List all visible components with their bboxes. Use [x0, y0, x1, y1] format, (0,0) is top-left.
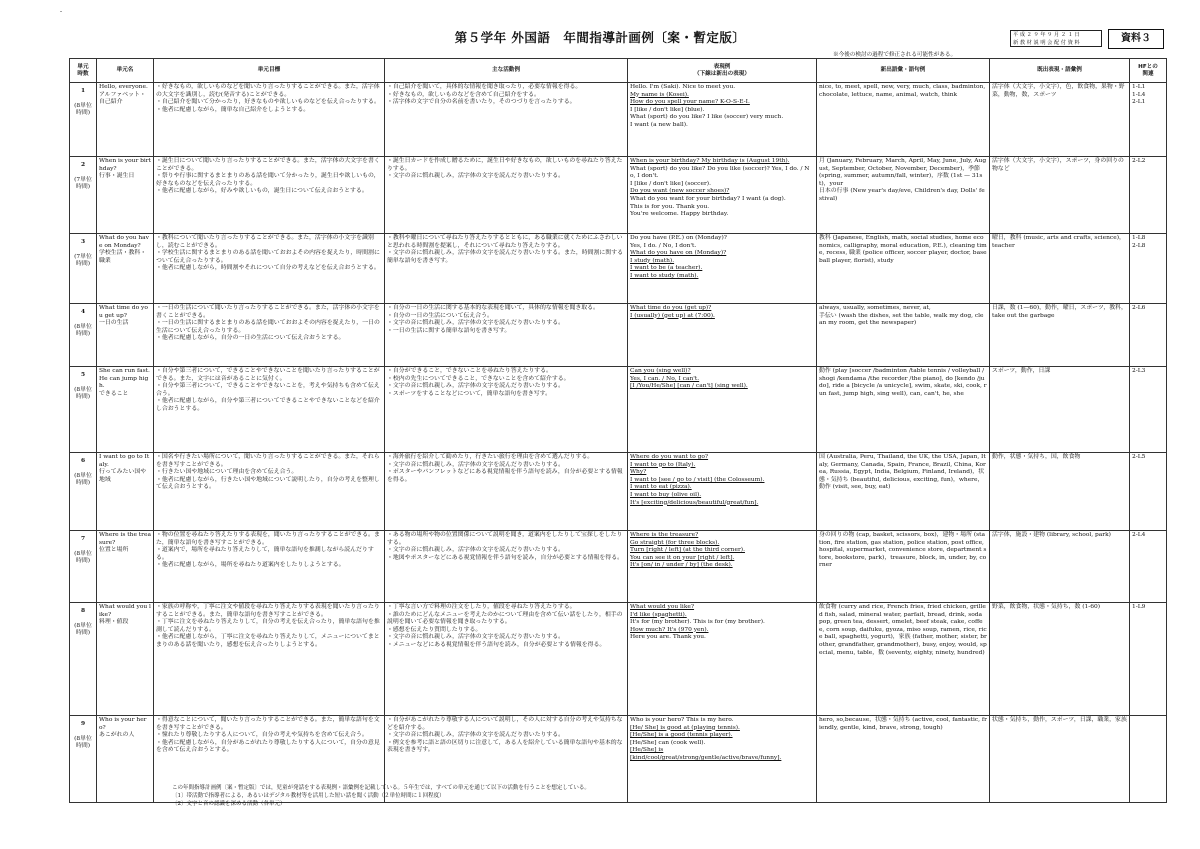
activities-cell [385, 83, 628, 157]
unit-name-en: Hello, everyone. [99, 84, 148, 90]
hf-cell [1130, 234, 1167, 304]
hf-lessons: 1-L1 1-L4 2-L1 [1132, 84, 1146, 106]
expression-item: Can you (sing well)? [630, 368, 691, 374]
new-words-cell [817, 157, 990, 234]
expression-item: What do you have on (Monday)? [630, 250, 727, 257]
expression-item: I (usually) (get up) at (7:00). [630, 312, 715, 319]
unit-name-cell [97, 157, 154, 234]
unit-row [70, 453, 1167, 531]
hf-cell [1130, 716, 1167, 803]
new-words-cell [817, 716, 990, 803]
known-words-text: 活字体（大文字，小文字），色，飲食物，果物・野菜，動物，数，スポーツ [992, 84, 1125, 98]
footer-line: 〔1〕帯活動で指導者による，あるいはデジタル教材等を活用した短い話を聞く活動（２単位時間に１回程度） [172, 793, 445, 800]
unit-row [70, 234, 1167, 304]
header-expressions: 表現例 （下線は新出の表現） [628, 59, 817, 83]
expression-item: It's [exciting/delicious/beautiful/great/fun]. [630, 499, 759, 506]
new-words-cell [817, 234, 990, 304]
activity-item: ・文字の音に慣れ親しみ，活字体の文字を読んだり書いたりする。 [387, 320, 565, 327]
expression-item: [He/She] is [630, 747, 664, 754]
activity-item: ・誰のためにどんなメニューを考えたのかについて理由を含めて伝い話をしたり，相手の説明を聞いて必要な情報を聞き取ったりする。 [387, 611, 623, 626]
goal-item: ・好きなもの，欲しいものなどを聞いたり言ったりすることができる。また，活字体の大文字を識別し，読む(発音する)ことができる。 [156, 84, 380, 98]
expression-item: [kind/cool/great/strong/gentle/active/brave/funny]. [630, 754, 782, 761]
goal-item: ・他者に配慮しながら，自分や第三者についてできることやできないことなどを紹介し合おうとする。 [156, 398, 380, 412]
new-words-text: 国 (Australia, Peru, Thailand, the UK, the USA, Japan, Italy, Germany, Canada, Spain, France, Brazil, China, Korea, Russia, Egypt, India, Belgium, Finland, Ireland)，状態・気持ち (beautiful, delicious, exciting, fun)，where，動作 (visit, see, buy, eat) [819, 454, 986, 491]
known-words-cell [990, 157, 1130, 234]
goal-item: ・自分や第三者について，できることやできないことを聞いたり言ったりすることができる。また，文字には音があることに気付く。 [156, 368, 380, 382]
hf-cell [1130, 603, 1167, 716]
unit-name-en: I want to go to Italy. [99, 454, 150, 468]
known-words-text: 活字体，施設・建物 (library, school, park) [992, 532, 1111, 538]
unit-hours: (8単位 時間) [74, 622, 92, 637]
unit-name-cell [97, 716, 154, 803]
goal-item: ・他者に配慮しながら，行きたい国や地域について説明したり，自分の考えを整理して伝え合おうとする。 [156, 476, 380, 491]
goal-item: ・教科について聞いたり言ったりすることができる。また，活字体の小文字を識別し，読むことができる。 [156, 235, 374, 249]
distribution-line: 新 教 材 説 明 会 配 付 資 料 [1013, 39, 1080, 46]
known-words-cell [990, 603, 1130, 716]
unit-name-cell [97, 603, 154, 716]
expressions-cell [628, 367, 817, 453]
header-new-words: 新出語彙・語句例 [817, 59, 990, 83]
expressions-cell [628, 716, 817, 803]
known-words-cell [990, 367, 1130, 453]
goals-cell [154, 83, 385, 157]
unit-number: 9 [80, 720, 86, 727]
unit-row [70, 603, 1167, 716]
activity-item: ・教科や曜日について尋ねたり答えたりするとともに，ある職業に就くためにふさわしいと思われる時間割を提案し，それについて尋ねたり答えたりする。 [387, 235, 623, 249]
page-title: 第５学年 外国語 年間指導計画例〔案・暫定版〕 [454, 30, 746, 45]
expression-item: Yes, I do. / No, I don't. [630, 242, 697, 249]
new-words-text: 身の回りの物 (cap, basket, scissors, box)，建物・場所 (station, fire station, gas station, police station, post office, hospital, supermarket, convenience store, department store, bookstore, park)，treasure, block, in, under, by, corner [819, 532, 987, 569]
activities-cell [385, 367, 628, 453]
activity-item: ・地図やポスターなどにある視覚情報を伴う語句を読み，自分が必要とする情報を得る。 [387, 554, 623, 561]
hf-cell [1130, 304, 1167, 367]
unit-hours: (7単位 時間) [74, 253, 92, 268]
unit-name-cell [97, 304, 154, 367]
goals-cell [154, 453, 385, 531]
expression-item: What (sport) do you like? Do you like (soccer)? Yes, I do. / No, I don't. [630, 165, 810, 180]
goals-cell [154, 157, 385, 234]
expression-item: I want to study (math). [630, 272, 699, 279]
expressions-cell [628, 157, 817, 234]
goal-item: ・誕生日について聞いたり言ったりすることができる。また，活字体の大文字を書くことができる。 [156, 158, 380, 172]
expression-item: I want to [see / go to / visit] (the Colosseum). [630, 476, 765, 483]
goal-item: ・学校生活に関するまとまりのある話を聞いておおよその内容を捉えたり，時間割について伝え合ったりする。 [156, 250, 380, 264]
hf-cell [1130, 453, 1167, 531]
unit-number-cell [70, 234, 97, 304]
activity-item: ・活字体の文字で自分の名前を書いたり，そのつづりを言ったりする。 [387, 99, 576, 106]
hf-cell [1130, 157, 1167, 234]
goal-item: ・丁寧に注文を尋ねたり答えたりして，自分の考えを伝え合ったり，簡単な語句を推測して読んだりする。 [156, 619, 380, 633]
expression-item: Yes, I can. / No, I can't. [630, 375, 700, 382]
unit-name-en: When is your birthday? [99, 158, 151, 172]
activity-item: ・校内の先生についてできること，できないことを含めて紹介する。 [387, 375, 570, 382]
unit-name-ja: アルファベット・自己紹介 [99, 91, 146, 106]
known-words-cell [990, 531, 1130, 603]
activity-item: ・文字の音に慣れ親しみ，活字体の文字を読んだり書いたりする。 [387, 173, 565, 180]
unit-number: 3 [80, 238, 86, 245]
activity-item: ・ポスターやパンフレットなどにある視覚情報を伴う語句を読み，自分が必要とする情報を得る。 [387, 469, 623, 483]
goals-cell [154, 367, 385, 453]
hf-lessons: 1-L8 2-L8 [1132, 235, 1146, 249]
expression-item: Who is your hero? This is my hero. [630, 717, 734, 723]
expressions-cell [628, 234, 817, 304]
expressions-cell [628, 453, 817, 531]
expression-item: My name is (Kosei). [630, 91, 689, 98]
unit-number: 7 [80, 535, 86, 542]
goal-item: ・得意なことについて，聞いたり言ったりすることができる。また，簡単な語句を文を書き写すことができる。 [156, 717, 380, 731]
goals-cell [154, 531, 385, 603]
activity-item: ・ある物の場所や物の位置関係について説明を聞き，道案内をしたりして宝探しをしたりする。 [387, 532, 623, 546]
hf-lessons: 1-L9 [1132, 604, 1146, 610]
unit-row [70, 83, 1167, 157]
goal-item: ・家族の呼称や，丁寧に注文や値段を尋ねたり答えたりする表現を聞いたり言ったりすることができる。また，簡単な語句を書き写すことができる。 [156, 604, 380, 618]
goals-cell [154, 304, 385, 367]
known-words-text: スポーツ，動作，日課 [992, 368, 1051, 374]
new-words-text: 教科 (Japanese, English, math, social studies, home economics, calligraphy, moral education, P.E.), cleaning time, recess, 職業 (police officer, soccer player, doctor, baseball player, florist), study [819, 235, 987, 264]
known-words-text: 活字体（大文字，小文字），スポーツ，身の回りの物など [992, 158, 1124, 172]
goal-item: ・憧れたり尊敬したりする人について，自分の考えや気持ちを含めて伝え合う。 [156, 732, 368, 739]
activity-item: ・文字の音に慣れ親しみ，活字体の文字を読んだり書いたりする。 [387, 383, 565, 390]
hf-lessons: 2-L6 [1132, 305, 1146, 311]
unit-number: 8 [80, 607, 86, 614]
goal-item: ・祭りや行事に関するまとまりのある話を聞いて分かったり，誕生日や欲しいもの，好きなものなどを伝え合ったりする。 [156, 173, 380, 187]
footer-line: 〔2〕文字と音の認識を深める活動（各単元） [172, 801, 286, 808]
activity-item: ・自己紹介を聞いて，具体的な情報を聞き取ったり，必要な情報を得る。 [387, 84, 582, 90]
known-words-cell [990, 234, 1130, 304]
known-words-cell [990, 304, 1130, 367]
known-words-text: 日課，数 (1—60)，動作，曜日，スポーツ，教科，take out the garbage [992, 305, 1127, 319]
header-unit-name: 単元名 [97, 59, 154, 83]
scan-mark: - [60, 8, 63, 15]
new-words-text: hero, so,because，状態・気持ち (active, cool, fantastic, friendly, gentle, kind, brave, strong, tough) [819, 717, 987, 731]
unit-number: 2 [80, 161, 86, 168]
expression-item: [I /You/He/She] [can / can't] (sing well). [630, 383, 748, 390]
expression-item: I study (math). [630, 257, 675, 264]
unit-hours: (8単位 時間) [74, 102, 92, 117]
known-words-cell [990, 453, 1130, 531]
unit-hours: (8単位 時間) [74, 735, 92, 750]
expression-item: You're welcome. Happy birthday. [630, 211, 729, 218]
activities-cell [385, 453, 628, 531]
expression-item: When is your birthday? My birthday is (August 19th). [630, 158, 790, 164]
goal-item: ・国名や行きたい場所について，聞いたり言ったりすることができる。また，それらを書き写すことができる。 [156, 454, 380, 468]
goal-item: ・行きたい国や地域について理由を含めて伝え合う。 [156, 469, 298, 476]
activity-item: ・文字の音に慣れ親しみ，活字体の文字を読んだり書いたりする。 [387, 634, 565, 641]
new-words-cell [817, 531, 990, 603]
activities-cell [385, 603, 628, 716]
goal-item: ・他者に配慮しながら，好みや欲しいもの，誕生日について伝え合おうとする。 [156, 188, 368, 195]
new-words-text: 月 (January, February, March, April, May, June, July, August, September, October, November, December)，季節 (spring, summer, autumn/fall, winter)，序数 (1st — 31st)，your 日本の行事 (New year's day/eve, Children's day, Dolls' festival) [819, 158, 987, 202]
activity-item: ・誕生日カードを作成し贈るために，誕生日や好きなもの，欲しいものを尋ねたり答えたりする。 [387, 158, 623, 172]
expression-item: Hello. I'm (Saki). Nice to meet you. [630, 84, 736, 90]
goal-item: ・他者に配慮しながら，簡単な自己紹介をしようとする。 [156, 106, 310, 113]
unit-name-ja: できること [99, 390, 129, 397]
unit-name-ja: 一日の生活 [99, 320, 129, 327]
hf-cell [1130, 367, 1167, 453]
unit-number: 4 [80, 308, 86, 315]
new-words-text: nice, to, meet, spell, new, very, much, class, badminton, chocolate, lettuce, name, animal, watch, think [819, 84, 986, 98]
new-words-cell [817, 453, 990, 531]
unit-number-cell [70, 716, 97, 803]
expression-item: What (sport) do you like? I like (soccer) very much. [630, 114, 784, 121]
unit-name-cell [97, 531, 154, 603]
new-words-cell [817, 367, 990, 453]
new-words-text: 動作 (play [soccer /badminton /table tennis / volleyball /shogi /kendama /the recorder /the piano], do [kendo /judo], ride a [bicycle /a unicycle], swim, skate, ski, cook, run fast, jump high, sing well), can, can't, he, she [819, 368, 987, 397]
document-badge: 資料３ [1108, 29, 1164, 49]
unit-number: 1 [80, 87, 86, 94]
unit-number: 5 [80, 371, 86, 378]
expression-item: It's for (my brother). This is for (my brother). [630, 619, 765, 626]
activity-item: ・好きなもの，欲しいものなどを含めて自己紹介をする。 [387, 91, 540, 98]
activity-item: ・海外旅行を紹介して勧めたり，行きたい旅行を理由を含めて選んだりする。 [387, 454, 594, 460]
goals-cell [154, 603, 385, 716]
known-words-text: 状態・気持ち，動作，スポーツ，日課，職業，家族 [992, 717, 1127, 723]
goal-item: ・他者に配慮しながら，自分があこがれたり尊敬したりする人について，自分の意見を含めて伝え合おうとする。 [156, 739, 380, 754]
activities-cell [385, 234, 628, 304]
known-words-cell [990, 716, 1130, 803]
expression-item: How do you spell your name? K-O-S-E-I. [630, 99, 750, 106]
new-words-cell [817, 304, 990, 367]
annual-plan-table [69, 58, 1167, 803]
expression-item: What do you want for your birthday? I want (a dog). [630, 195, 786, 202]
new-words-cell [817, 603, 990, 716]
unit-number-cell [70, 157, 97, 234]
expressions-cell [628, 531, 817, 603]
expression-item: Why? [630, 469, 647, 476]
revision-note: ※今後の検討の過程で修正される可能性がある。 [833, 52, 957, 58]
activity-item: ・例文を参考に語と語の区切りに注意して，ある人を紹介している簡単な語句や基本的な表現を書き写す。 [387, 739, 623, 754]
expression-item: I'd like (spaghetti). [630, 611, 687, 618]
activity-item: ・文字の音に慣れ親しみ，活字体の文字を読んだり書いたりする。 [387, 547, 565, 554]
expression-item: Turn [right / left] (at the third corner). [630, 547, 745, 554]
expression-item: Do you want (new soccer shoes)? [630, 188, 730, 195]
unit-name-ja: 料理・値段 [99, 619, 129, 626]
expression-item: Where do you want to go? [630, 454, 709, 460]
unit-name-ja: 行事・誕生日 [99, 173, 135, 180]
unit-name-cell [97, 367, 154, 453]
unit-name-ja: あこがれの人 [99, 732, 135, 739]
activity-item: ・丁寧な言い方で料理の注文をしたり，値段を尋ねたり答えたりする。 [387, 604, 576, 610]
known-words-text: 動作，状態・気持ち，国，飲食物 [992, 454, 1081, 460]
unit-name-cell [97, 83, 154, 157]
activity-item: ・文字の音に慣れ親しみ，活字体の文字を読んだり書いたりする。 [387, 732, 565, 739]
unit-name-en: Where is the treasure? [99, 532, 151, 546]
expression-item: [He/She] is a good (tennis player). [630, 732, 733, 739]
unit-row [70, 531, 1167, 603]
header-activities: 主な活動例 [385, 59, 628, 83]
expression-item: [He/She] can (cook well). [630, 739, 706, 746]
unit-name-en: What do you have on Monday? [99, 235, 149, 249]
unit-name-cell [97, 453, 154, 531]
unit-name-ja: 位置と場所 [99, 547, 129, 554]
goal-item: ・道案内で，場所を尋ねたり答えたりして，簡単な語句を推測しながら読んだりする。 [156, 547, 374, 561]
expression-item: Go straight (for three blocks). [630, 539, 720, 546]
unit-number-cell [70, 531, 97, 603]
unit-hours: (8単位 時間) [74, 386, 92, 401]
activity-item: ・感想を伝えたり質問したりする。 [387, 626, 482, 633]
expression-item: I want (a new ball). [630, 121, 688, 128]
new-words-text: always, usually, sometimes, never, at, 手伝い (wash the dishes, set the table, walk my dog, clean my room, get the newspaper) [819, 305, 984, 327]
activity-item: ・自分の一日の生活に関する基本的な表現を聞いて，具体的な情報を聞き取る。 [387, 305, 599, 311]
goal-item: ・自己紹介を聞いて分かったり，好きなものや欲しいものなどを伝え合ったりする。 [156, 99, 380, 106]
expression-item: Do you have (P.E.) on (Monday)? [630, 235, 727, 241]
expressions-cell [628, 304, 817, 367]
known-words-cell [990, 83, 1130, 157]
goal-item: ・他者に配慮しながら，自分の一日の生活について伝え合おうとする。 [156, 335, 345, 342]
unit-number-cell [70, 453, 97, 531]
expression-item: I want to be (a teacher). [630, 265, 703, 272]
goal-item: ・他者に配慮しながら，時間割やそれについて自分の考えなどを伝え合おうとする。 [156, 265, 380, 272]
unit-number: 6 [80, 457, 86, 464]
activities-cell [385, 157, 628, 234]
header-hf: HFとの 関連 [1130, 59, 1167, 83]
unit-name-en: She can run fast. He can jump high. [99, 368, 150, 390]
new-words-cell [817, 83, 990, 157]
header-goals: 単元目標 [154, 59, 385, 83]
activity-item: ・自分の一日の生活について伝え合う。 [387, 312, 493, 319]
unit-name-ja: 行ってみたい国や地域 [99, 469, 147, 483]
hf-lessons: 2-L3 [1132, 368, 1146, 374]
unit-number-cell [70, 304, 97, 367]
activity-item: ・自分があこがれたり尊敬する人について説明し，その人に対する自分の考えや気持ちなどを紹介する。 [387, 717, 623, 731]
date-line: 平 成 ２ ９ 年 ９ 月 ２ １ 日 [1013, 32, 1080, 38]
hf-cell [1130, 83, 1167, 157]
activity-item: ・文字の音に慣れ親しみ，活字体の文字を読んだり書いたりする。 [387, 461, 565, 468]
unit-hours: (8単位 時間) [74, 472, 92, 487]
activity-item: ・メニューなどにある視覚情報を伴う語句を読み，自分が必要とする情報を得る。 [387, 641, 606, 648]
date-box [1010, 30, 1102, 47]
goals-cell [154, 234, 385, 304]
activity-item: ・一日の生活に関する簡単な語句を書き写す。 [387, 327, 511, 334]
unit-name-en: What time do you get up? [99, 305, 148, 319]
unit-hours: (7単位 時間) [74, 176, 92, 191]
expression-item: How much? It's (970 yen). [630, 626, 709, 633]
expressions-cell [628, 83, 817, 157]
expression-item: I want to go to (Italy). [630, 461, 696, 468]
activities-cell [385, 531, 628, 603]
table-header-row [70, 59, 1167, 83]
expression-item: Where is the treasure? [630, 532, 699, 538]
goal-item: ・一日の生活について聞いたり言ったりすることができる。また，活字体の小文字を書くことができる。 [156, 305, 380, 319]
goal-item: ・他者に配慮しながら，場所を尋ねたり道案内をしたりしようとする。 [156, 562, 345, 569]
activities-cell [385, 304, 628, 367]
unit-number-cell [70, 603, 97, 716]
expression-item: I [like / don't like] (soccer). [630, 180, 711, 187]
unit-name-ja: 学校生活・教科・職業 [99, 250, 147, 264]
expressions-cell [628, 603, 817, 716]
expression-item: I [like / don't like] (blue). [630, 106, 705, 113]
footer-line: この年間指導計画例〔案・暫定版〕では，児童が発話をする表現例・語彙例を記載している。５年生では，すべての単元を通じて以下の活動を行うことを想定している。 [172, 785, 590, 791]
unit-name-cell [97, 234, 154, 304]
header-known-words: 既出表現・語彙例 [990, 59, 1130, 83]
activity-item: ・自分ができること，できないことを尋ねたり答えたりする。 [387, 368, 552, 374]
hf-cell [1130, 531, 1167, 603]
expression-item: This is for you. Thank you. [630, 203, 710, 210]
unit-number-cell [70, 83, 97, 157]
unit-name-en: What would you like? [99, 604, 151, 618]
goal-item: ・自分や第三者について，できることやできないことを，考えや気持ちも含めて伝え合う。 [156, 383, 380, 397]
hf-lessons: 2-L4 [1132, 532, 1146, 538]
unit-row [70, 157, 1167, 234]
unit-row [70, 304, 1167, 367]
expression-item: Here you are. Thank you. [630, 634, 706, 641]
footer-notes [172, 784, 590, 809]
expression-item: [He/ She] is good at (playing tennis). [630, 724, 740, 731]
unit-number-cell [70, 367, 97, 453]
expression-item: I want to eat (pizza). [630, 484, 692, 491]
goal-item: ・他者に配慮しながら，丁寧に注文を尋ねたり答えたりして，メニューについてまとまりのある話を聞いたり，感想を伝え合ったりしようとする。 [156, 634, 380, 648]
expression-item: You can see it on your [right / left]. [630, 554, 735, 561]
unit-hours: (8単位 時間) [74, 323, 92, 338]
expression-item: What time do you (get up)? [630, 305, 712, 311]
new-words-text: 飲食物 (curry and rice, French fries, fried chicken, grilled fish, salad, mineral water, parfait, bread, drink, soda pop, green tea, dessert, omelet, beef steak, cake, coffee, corn soup, daifuku, gyoza, miso soup, ramen, rice, rice ball, spaghetti, yogurt)，家族 (father, mother, sister, brother, grandfather, grandmother), busy, enjoy, would, special, menu, table，数 (seventy, eighty, ninety, hundred) [819, 604, 987, 656]
known-words-text: 野菜，飲食物，状態・気持ち，数 (1-60) [992, 604, 1101, 610]
unit-name-en: Who is your hero? [99, 717, 147, 731]
activity-item: ・スポーツをすることなどについて，簡単な語句を書き写す。 [387, 390, 551, 397]
activity-item: ・文字の音に慣れ親しみ，活字体の文字を読んだり書いたりする。また，時間割に関する簡単な語句を書き写す。 [387, 250, 623, 264]
hf-lessons: 2-L5 [1132, 454, 1146, 460]
known-words-text: 曜日，教科 (music, arts and crafts, science)，teacher [992, 235, 1125, 249]
unit-row [70, 367, 1167, 453]
hf-lessons: 2-L2 [1132, 158, 1146, 164]
goal-item: ・一日の生活に関するまとまりのある話を聞いておおよその内容を捉えたり，一日の生活について伝え合ったりする。 [156, 320, 380, 334]
unit-hours: (8単位 時間) [74, 550, 92, 565]
header-unit-hours: 単元 時数 [70, 59, 97, 83]
expression-item: It's [on/ in / under / by] (the desk). [630, 562, 733, 569]
expression-item: I want to buy (olive oil). [630, 491, 702, 498]
goal-item: ・物の位置を尋ねたり答えたりする表現を，聞いたり言ったりすることができる。また，簡単な語句を書き写すことができる。 [156, 532, 380, 546]
expression-item: What would you like? [630, 604, 695, 610]
